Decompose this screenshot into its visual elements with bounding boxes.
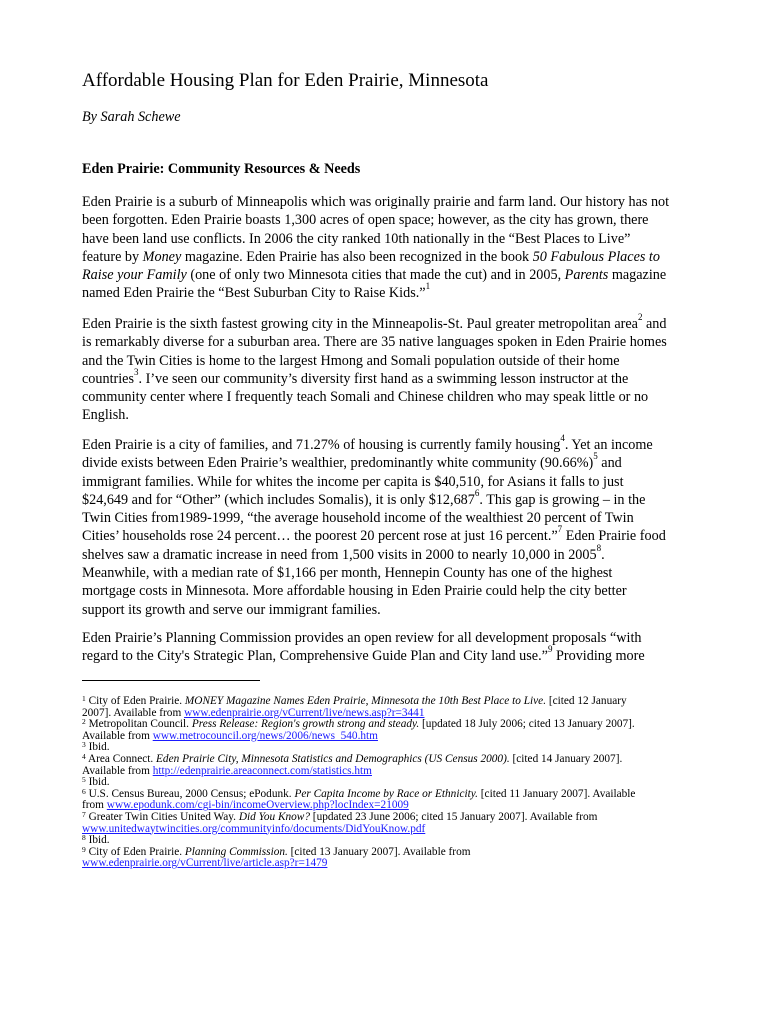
paragraph-line [82, 312, 712, 333]
paragraph-line: have been land use conflicts. In 2006 the city ranked 10th nationally in the “Best Places to Live” [82, 230, 631, 247]
footnote-line [82, 824, 712, 836]
book-title: 50 Fabulous Places to [532, 248, 660, 265]
footnote-line [82, 766, 712, 778]
footnote-number: 8 [82, 833, 86, 843]
footnote-source: Greater Twin Cities United Way. [85, 810, 239, 823]
paragraph-line [82, 366, 712, 388]
paragraph-line: Eden Prairie is a suburb of Minneapolis which was originally prairie and farm land. Our history has not [82, 194, 670, 210]
footnote-link[interactable]: http://edenprairie.areaconnect.com/statistics.htm [152, 764, 372, 777]
footnote-citation: [cited 12 January [546, 695, 627, 707]
footnote-9 [82, 844, 712, 870]
paragraph-line: Twin Cities from1989-1999, “the average household income of the wealthiest 20 percent of Twin [82, 510, 634, 527]
footnote-1 [82, 696, 712, 719]
footnote-2 [82, 719, 712, 742]
paragraph-line [82, 451, 712, 472]
footnote-7 [82, 809, 712, 835]
paragraph-line [82, 487, 712, 509]
footnote-ref[interactable]: 1 [425, 281, 431, 292]
text-run: shelves saw a dramatic increase in need from 1,500 visits in 2000 to nearly 10,000 in 2005 [82, 546, 597, 563]
footnote-title: Press Release: Region's growth strong and steady. [191, 718, 420, 731]
footnote-ref[interactable]: 6 [474, 487, 480, 498]
magazine-title: Money [142, 248, 182, 265]
footnote-title: MONEY Magazine Names Eden Prairie, Minnesota the 10th Best Place to Live. [184, 695, 547, 707]
footnote-citation: [cited 13 January 2007]. Available from [287, 845, 471, 858]
footnote-ref[interactable]: 8 [596, 542, 602, 553]
footnote-citation: [cited 11 January 2007]. Available [477, 787, 636, 800]
text-run: magazine. Eden Prairie has also been recognized in the book [181, 248, 533, 265]
footnote-title: Did You Know? [238, 810, 310, 823]
text-run: feature by [82, 248, 143, 265]
footnote-source: Metropolitan Council. [85, 718, 192, 731]
footnote-source: City of Eden Prairie. [85, 695, 185, 707]
text-run: . I’ve seen our community’s diversity first hand as a swimming lesson instructor at the [138, 370, 629, 387]
paragraph-line: is remarkably diverse for a suburban area. There are 35 native languages spoken in Eden Prairie homes [82, 334, 667, 351]
footnote-line [82, 858, 712, 870]
footnote-ref[interactable]: 4 [560, 433, 565, 443]
paragraph-line: immigrant families. While for whites the income per capita is $40,510, for Asians it falls to just [82, 473, 624, 490]
footnote-citation: [cited 14 January 2007]. [509, 752, 623, 765]
footnote-number: 6 [82, 786, 86, 796]
text-run: and [597, 455, 622, 472]
paragraph-line: and the Twin Cities is home to the largest Hmong and Somali population outside of their home [82, 352, 620, 369]
footnote-source: City of Eden Prairie. [85, 845, 185, 858]
author-byline: By Sarah Schewe [82, 109, 181, 125]
footnote-number: 1 [82, 694, 86, 703]
text-run: divide exists between Eden Prairie’s wealthier, predominantly white community (90.66%) [82, 455, 594, 472]
footnote-number: 4 [82, 751, 86, 761]
footnote-source: U.S. Census Bureau, 2000 Census; ePodunk. [85, 787, 295, 800]
text-run: magazine [608, 267, 667, 284]
footnote-citation: [updated 23 June 2006; cited 15 January 2007]. Available from [309, 810, 598, 823]
footnote-line [82, 731, 712, 743]
footnote-link[interactable]: www.edenprairie.org/vCurrent/live/news.asp?r=3441 [184, 706, 425, 719]
paragraph-line: support its growth and serve our immigrant families. [82, 601, 381, 618]
text-run: countries [82, 370, 135, 387]
document-title: Affordable Housing Plan for Eden Prairie, Minnesota [82, 70, 489, 91]
paragraph-line [82, 433, 712, 454]
paragraph-1 [82, 193, 712, 303]
paragraph-line [82, 524, 712, 545]
footnote-link[interactable]: www.metrocouncil.org/news/2006/news_540.htm [152, 729, 378, 742]
paragraph-line: been forgotten. Eden Prairie boasts 1,300 acres of open space; however, as the city has grown, there [82, 212, 649, 229]
section-heading: Eden Prairie: Community Resources & Needs [82, 161, 361, 177]
footnote-6 [82, 786, 712, 812]
footnote-number: 2 [82, 717, 86, 727]
footnote-text: Ibid. [85, 741, 110, 754]
paragraph-4 [82, 629, 712, 666]
footnote-text: 2007]. Available from [82, 706, 185, 719]
text-run: . This gap is growing – in the [479, 491, 646, 508]
footnote-text: Ibid. [85, 834, 110, 847]
magazine-title: Parents [564, 267, 609, 284]
paragraph-line: Meanwhile, with a median rate of $1,166 per month, Hennepin County has one of the highest [82, 565, 613, 582]
text-run: Eden Prairie is the sixth fastest growing city in the Minneapolis-St. Paul greater metropolitan area [82, 316, 638, 332]
book-title: Raise your Family [82, 267, 187, 284]
paragraph-line: community center where I frequently teach Somali and Chinese children who may speak little or no [82, 389, 649, 406]
footnote-title: Eden Prairie City, Minnesota Statistics and Demographics (US Census 2000). [156, 752, 510, 765]
paragraph-line: Eden Prairie’s Planning Commission provides an open review for all development proposals “with [82, 630, 642, 646]
text-run: Eden Prairie is a city of families, and 71.27% of housing is currently family housing [82, 437, 561, 453]
paragraph-line [82, 281, 712, 302]
footnote-number: 9 [82, 844, 86, 854]
footnote-number: 5 [82, 775, 86, 785]
footnote-ref[interactable]: 9 [547, 644, 553, 655]
footnote-ref[interactable]: 3 [134, 366, 139, 377]
text-run: (one of only two Minnesota cities that made the cut) and in 2005, [186, 267, 565, 284]
text-run: named Eden Prairie the “Best Suburban City to Raise Kids.” [82, 285, 426, 302]
paragraph-line [82, 248, 712, 266]
footnote-text: Ibid. [85, 776, 110, 789]
paragraph-3 [82, 433, 712, 619]
text-run: . [601, 546, 605, 563]
footnote-text: Available from [82, 764, 153, 777]
text-run: regard to the City's Strategic Plan, Comprehensive Guide Plan and City land use.” [82, 648, 548, 665]
footnote-separator [82, 680, 260, 681]
footnote-source: Area Connect. [85, 752, 157, 765]
paragraph-line [82, 266, 712, 284]
paragraph-2 [82, 312, 712, 425]
text-run: . Yet an income [564, 437, 653, 453]
footnote-citation: [updated 18 July 2006; cited 13 January 2007]. [419, 718, 635, 731]
footnote-number: 7 [82, 809, 86, 819]
footnote-ref[interactable]: 7 [557, 524, 563, 535]
footnotes [82, 696, 712, 870]
footnote-link[interactable]: www.unitedwaytwincities.org/communityinfo/documents/DidYouKnow.pdf [82, 822, 426, 835]
paragraph-line [82, 644, 712, 665]
footnote-ref[interactable]: 5 [593, 451, 598, 462]
footnote-ref[interactable]: 2 [637, 312, 643, 322]
text-run: $24,649 and for “Other” (which includes Somalis), it is only $12,687 [82, 491, 475, 508]
paragraph-line [82, 542, 712, 564]
paragraph-line: English. [82, 407, 129, 424]
footnote-text: from [82, 799, 107, 812]
paragraph-line: mortgage costs in Minnesota. More affordable housing in Eden Prairie could help the city better [82, 583, 627, 600]
footnote-title: Planning Commission. [184, 845, 288, 858]
text-run: Cities’ households rose 24 percent… the poorest 20 percent rose at just 16 percent.” [82, 528, 558, 545]
footnote-text: Available from [82, 729, 153, 742]
footnote-4 [82, 751, 712, 777]
footnote-link[interactable]: www.edenprairie.org/vCurrent/live/article.asp?r=1479 [82, 857, 328, 870]
text-run: Eden Prairie food [562, 528, 666, 545]
footnote-number: 3 [82, 740, 86, 750]
text-run: and [642, 316, 667, 332]
text-run: Providing more [552, 648, 645, 665]
footnote-link[interactable]: www.epodunk.com/cgi-bin/incomeOverview.php?locIndex=21009 [106, 799, 409, 812]
footnote-title: Per Capita Income by Race or Ethnicity. [294, 787, 478, 800]
